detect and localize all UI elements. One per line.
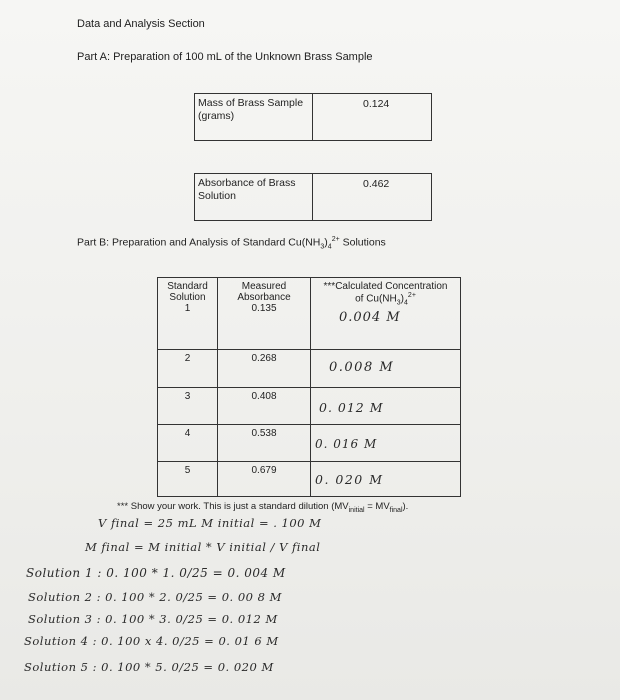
row-5-absorbance: 0.679 bbox=[251, 465, 277, 476]
handwritten-line-7: Solution 5 : 0. 100 * 5. 0/25 = 0. 020 M bbox=[24, 660, 274, 674]
row-1-concentration: 0.004 M bbox=[339, 310, 401, 326]
table-row bbox=[158, 350, 461, 388]
header-col3-sub: 3 bbox=[396, 299, 401, 307]
note-mid: = MV bbox=[364, 501, 390, 512]
row-5-concentration: 0. 020 M bbox=[315, 472, 384, 487]
standards-table bbox=[157, 277, 461, 497]
row-4-solution-cell bbox=[158, 425, 218, 462]
handwritten-line-1: V final = 25 mL M initial = . 100 M bbox=[98, 516, 322, 530]
header-col3-sub2: 4 bbox=[404, 299, 408, 307]
header-col3-line2 bbox=[311, 292, 460, 306]
row-3-solution-cell bbox=[158, 388, 218, 425]
row-3-solution: 3 bbox=[184, 391, 191, 402]
note-text: *** Show your work. This is just a standard dilution (MV bbox=[117, 501, 349, 512]
handwritten-line-5: Solution 3 : 0. 100 * 3. 0/25 = 0. 012 M bbox=[28, 612, 278, 626]
table-row bbox=[158, 278, 461, 350]
part-b-title-end: Solutions bbox=[339, 236, 386, 249]
row-2-concentration: 0.008 M bbox=[329, 360, 395, 375]
row-4-absorbance-cell bbox=[218, 425, 311, 462]
part-b-title-text: Part B: Preparation and Analysis of Standard Cu(NH bbox=[77, 236, 321, 249]
handwritten-line-3: Solution 1 : 0. 100 * 1. 0/25 = 0. 004 M bbox=[26, 566, 286, 580]
section-title: Data and Analysis Section bbox=[77, 18, 205, 30]
row-2-solution: 2 bbox=[184, 353, 191, 364]
part-b-title bbox=[77, 236, 386, 251]
header-calculated-concentration bbox=[311, 278, 461, 350]
row-5-absorbance-cell bbox=[218, 462, 311, 497]
absorbance-value: 0.462 bbox=[363, 178, 390, 190]
table-row bbox=[158, 388, 461, 425]
header-col3-sup: 2+ bbox=[407, 292, 416, 299]
row-5-concentration-cell bbox=[311, 462, 461, 497]
row-4-concentration: 0. 016 M bbox=[315, 437, 378, 451]
row-4-concentration-cell bbox=[311, 425, 461, 462]
row-3-concentration-cell bbox=[311, 388, 461, 425]
row-1-absorbance: 0.135 bbox=[251, 303, 277, 314]
header-col3-mid: ) bbox=[400, 293, 405, 305]
row-5-solution: 5 bbox=[184, 465, 191, 476]
mass-value: 0.124 bbox=[363, 98, 390, 110]
absorbance-label-line2: Solution bbox=[198, 190, 236, 202]
row-3-concentration: 0. 012 M bbox=[319, 400, 384, 415]
row-2-solution-cell bbox=[158, 350, 218, 388]
row-3-absorbance: 0.408 bbox=[251, 391, 277, 402]
absorbance-box bbox=[194, 173, 432, 221]
note-end: ). bbox=[402, 501, 409, 512]
header-col3-line1: ***Calculated Concentration bbox=[323, 281, 448, 292]
header-col1-line1: Standard bbox=[167, 281, 208, 292]
table-row bbox=[158, 425, 461, 462]
table-row bbox=[158, 462, 461, 497]
mass-box bbox=[194, 93, 432, 141]
show-work-note bbox=[117, 501, 408, 514]
part-b-title-mid: ) bbox=[324, 236, 328, 249]
header-col1-line2: Solution bbox=[169, 292, 206, 303]
mass-label bbox=[198, 97, 303, 123]
row-1-solution: 1 bbox=[184, 303, 191, 314]
part-b-title-sub: 3 bbox=[320, 243, 325, 251]
mass-label-line1: Mass of Brass Sample bbox=[198, 97, 304, 109]
absorbance-label bbox=[198, 177, 295, 203]
row-2-absorbance: 0.268 bbox=[251, 353, 277, 364]
row-2-concentration-cell bbox=[311, 350, 461, 388]
header-measured-absorbance bbox=[218, 278, 311, 350]
row-5-solution-cell bbox=[158, 462, 218, 497]
note-sub-initial: initial bbox=[348, 506, 365, 514]
part-b-title-sup: 2+ bbox=[331, 236, 340, 243]
part-b-title-sub2: 4 bbox=[327, 243, 332, 251]
row-2-absorbance-cell bbox=[218, 350, 311, 388]
handwritten-line-4: Solution 2 : 0. 100 * 2. 0/25 = 0. 00 8 M bbox=[28, 590, 282, 604]
header-standard-solution bbox=[158, 278, 218, 350]
row-4-absorbance: 0.538 bbox=[251, 428, 277, 439]
handwritten-line-6: Solution 4 : 0. 100 x 4. 0/25 = 0. 01 6 M bbox=[24, 634, 279, 648]
header-col2-line2: Absorbance bbox=[237, 292, 291, 303]
handwritten-line-2: M final = M initial * V initial / V final bbox=[85, 540, 321, 554]
absorbance-label-line1: Absorbance of Brass bbox=[198, 177, 296, 189]
row-4-solution: 4 bbox=[184, 428, 191, 439]
mass-label-line2: (grams) bbox=[198, 110, 235, 122]
row-3-absorbance-cell bbox=[218, 388, 311, 425]
part-a-title: Part A: Preparation of 100 mL of the Unknown Brass Sample bbox=[77, 51, 373, 63]
header-col3-line2-text: of Cu(NH bbox=[355, 293, 397, 305]
header-col2-line1: Measured bbox=[241, 281, 287, 292]
note-sub-final: final bbox=[389, 506, 403, 514]
